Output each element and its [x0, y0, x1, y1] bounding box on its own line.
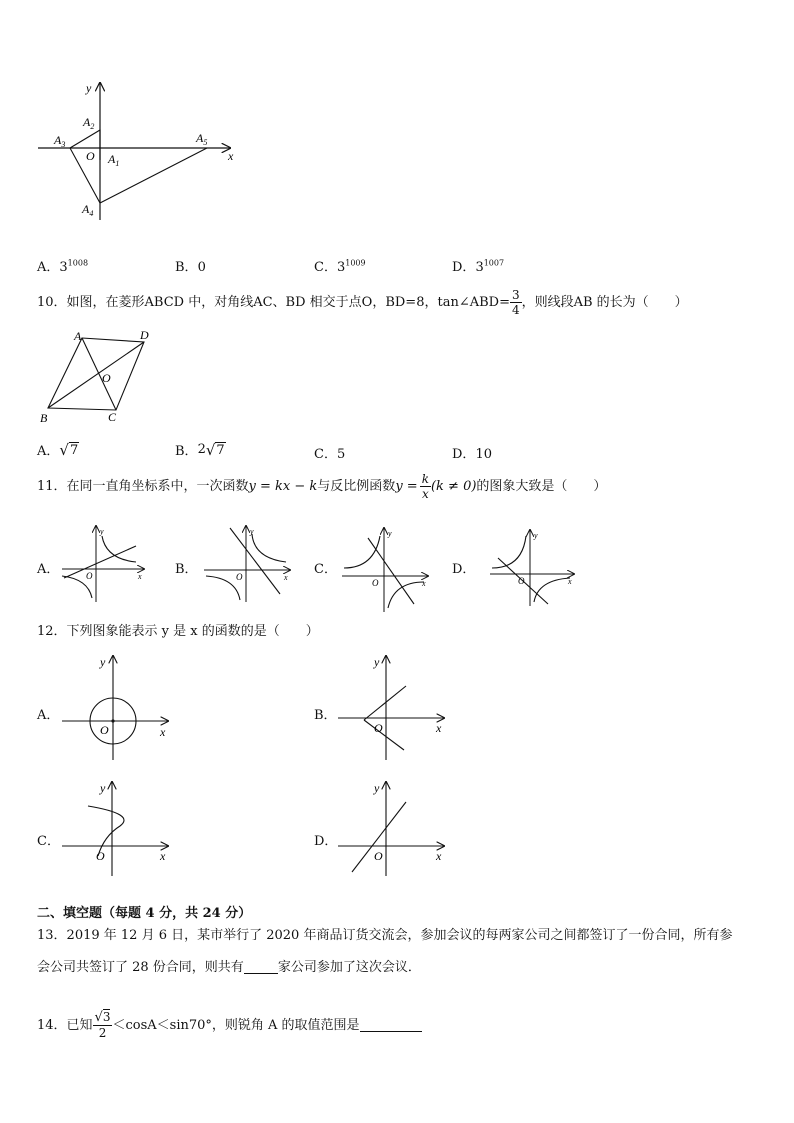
svg-text:O: O — [372, 578, 379, 588]
svg-text:x: x — [138, 572, 142, 581]
svg-text:y: y — [100, 655, 106, 669]
q10-rhombus-figure — [34, 328, 164, 426]
label-a4: $A_4$ — [82, 202, 94, 218]
svg-text:x: x — [436, 721, 442, 735]
q10-option-b[interactable]: B． 2 √ 7 — [175, 440, 225, 459]
svg-text:y: y — [374, 781, 380, 795]
sideways-parabola — [88, 806, 124, 856]
svg-text:O: O — [86, 571, 93, 581]
q11-option-c[interactable]: C． — [314, 562, 337, 577]
q11-stem: 11．在同一直角坐标系中，一次函数 y = kx − k 与反比例函数 y = $\frac{k}{x}$ (k ≠ 0) 的图象大致是（ ） — [37, 472, 607, 501]
diagonal-bd — [48, 342, 144, 408]
svg-text:y: y — [100, 527, 104, 536]
svg-text:O: O — [100, 723, 109, 737]
q11-graph-c[interactable] — [338, 524, 433, 614]
sqrt-sign: √ — [59, 440, 69, 459]
svg-text:y: y — [374, 655, 380, 669]
q9-option-c[interactable]: C．$3^{1009}$ — [314, 258, 366, 275]
q9-option-b[interactable]: B．0 — [175, 260, 206, 275]
q12-stem: 12．下列图象能表示 y 是 x 的函数的是（ ） — [37, 624, 319, 639]
svg-text:x: x — [284, 573, 288, 582]
q14-stem: 14．已知 $\frac{√3}{2}$ ＜cosA＜sin70°，则锐角 A 的取值范围是 — [37, 1010, 422, 1040]
q13-answer-blank[interactable] — [244, 960, 278, 974]
label-a2: $A_2$ — [83, 115, 95, 131]
q9-option-d[interactable]: D．$3^{1007}$ — [452, 258, 505, 275]
q12-graph-c[interactable] — [58, 778, 178, 878]
q12-graph-d[interactable] — [334, 778, 454, 878]
q11-fraction: $\frac{k}{x}$ — [421, 472, 429, 501]
svg-text:O: O — [236, 572, 243, 582]
q10-option-c[interactable]: C．5 — [314, 447, 346, 462]
q13-line2: 会公司共签订了 28 份合同，则共有 家公司参加了这次会议． — [37, 960, 421, 975]
label-a3: $A_3$ — [54, 133, 66, 149]
q12-option-d[interactable]: D． — [314, 834, 338, 849]
label-o: O — [102, 371, 111, 385]
sqrt-sign: √ — [205, 440, 216, 459]
q11-option-b[interactable]: B． — [175, 562, 198, 577]
q9-option-a[interactable]: A．$3^{1008}$ — [37, 258, 89, 275]
q11-option-a[interactable]: A． — [37, 562, 60, 577]
spiral-path — [70, 130, 207, 203]
q9-figure — [30, 78, 250, 223]
q10-fraction: $\frac{3}{4}$ — [511, 288, 520, 317]
svg-text:O: O — [374, 849, 383, 863]
upper-ray — [364, 686, 406, 720]
section-heading: 二、填空题（每题 4 分，共 24 分） — [37, 906, 252, 921]
svg-text:y: y — [100, 781, 106, 795]
q11-graph-b[interactable] — [200, 524, 295, 604]
q12-graph-a[interactable] — [58, 650, 178, 762]
svg-text:x: x — [568, 577, 572, 586]
label-a1: $A_1$ — [108, 152, 120, 168]
q10-option-a[interactable]: A． √ 7 — [37, 440, 79, 459]
q13-line1: 13．2019 年 12 月 6 日，某市举行了 2020 年商品订货交流会，参加会议的每两家公司之间都签订了一份合同，所有参 — [37, 928, 733, 943]
y-axis-label: y — [86, 81, 92, 95]
label-c: C — [108, 410, 117, 424]
q12-option-a[interactable]: A． — [37, 708, 60, 723]
svg-text:x: x — [436, 849, 442, 863]
q10-option-d[interactable]: D．10 — [452, 447, 492, 462]
q10-stem: 10．如图，在菱形ABCD 中，对角线AC、BD 相交于点O，BD=8，tan∠ABD= $\frac{3}{4}$ ，则线段AB 的长为（ ） — [37, 288, 688, 317]
diagonal-ac — [82, 338, 116, 410]
label-a: A — [74, 329, 82, 343]
svg-text:O: O — [96, 849, 105, 863]
rhombus — [48, 338, 144, 410]
q12-option-b[interactable]: B． — [314, 708, 337, 723]
origin-label: O — [86, 149, 95, 163]
q11-option-d[interactable]: D． — [452, 562, 476, 577]
q12-graph-b[interactable] — [334, 650, 454, 762]
svg-text:O: O — [518, 576, 525, 586]
svg-text:y: y — [250, 527, 254, 536]
label-d: D — [140, 328, 149, 342]
q12-option-c[interactable]: C． — [37, 834, 60, 849]
label-b: B — [40, 411, 48, 425]
q14-answer-blank[interactable] — [360, 1018, 422, 1032]
svg-text:x: x — [160, 725, 166, 739]
svg-text:y: y — [534, 531, 538, 540]
q14-fraction: $\frac{√3}{2}$ — [94, 1010, 111, 1040]
svg-text:y: y — [388, 529, 392, 538]
lower-ray — [364, 720, 404, 750]
q11-graph-d[interactable] — [486, 528, 581, 608]
svg-text:x: x — [160, 849, 166, 863]
svg-text:O: O — [374, 721, 383, 735]
svg-text:x: x — [422, 579, 426, 588]
label-a5: $A_5$ — [196, 131, 208, 147]
sqrt-sign: √ — [94, 1010, 103, 1025]
x-axis-label: x — [228, 149, 234, 163]
q11-graph-a[interactable] — [58, 524, 148, 604]
